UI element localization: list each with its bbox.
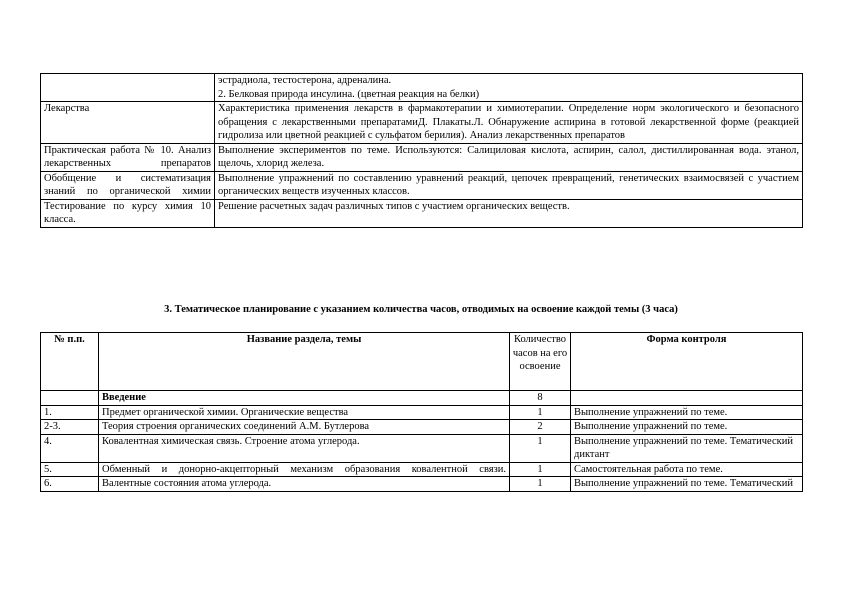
table-row [41,143,803,171]
control-cell: Самостоятельная работа по теме. [571,462,803,477]
control-cell [571,391,803,406]
name-cell: Валентные состояния атома углерода. [99,477,510,492]
content-line: эстрадиола, тестостерона, адреналина. [218,75,392,86]
content-cell: Выполнение экспериментов по теме. Используются: Салициловая кислота, аспирин, салол, дистиллированная вода. этанол, щелочь, хлорид железа. [215,143,803,171]
control-cell: Выполнение упражнений по теме. Тематический [571,477,803,492]
topic-cell: Обобщение и систематизация знаний по органической химии [41,171,215,199]
topic-cell: Практическая работа № 10. Анализ лекарственных препаратов [41,143,215,171]
header-num: № п.п. [41,333,99,391]
num-cell: 2-3. [41,420,99,435]
name-cell: Обменный и донорно-акцепторный механизм образования ковалентной связи. [99,462,510,477]
num-cell: 1. [41,405,99,420]
name-cell: Ковалентная химическая связь. Строение атома углерода. [99,434,510,462]
control-cell: Выполнение упражнений по теме. [571,405,803,420]
table-header-row [41,333,803,391]
planning-table [40,332,803,492]
topic-cell [41,74,215,102]
content-cell: Решение расчетных задач различных типов с участием органических веществ. [215,199,803,227]
hours-cell: 1 [510,477,571,492]
table-row [41,74,803,102]
table-row [41,199,803,227]
content-line: 2. Белковая природа инсулина. (цветная реакция на белки) [218,88,480,100]
table-row [41,102,803,144]
table-row [41,477,803,492]
num-cell: 5. [41,462,99,477]
hours-cell: 1 [510,434,571,462]
table-row [41,462,803,477]
topics-table [40,73,803,228]
table-row [41,405,803,420]
hours-cell: 1 [510,462,571,477]
table-row [41,434,803,462]
header-control: Форма контроля [571,333,803,391]
num-cell [41,391,99,406]
name-cell: Введение [99,391,510,406]
topic-cell: Тестирование по курсу химия 10 класса. [41,199,215,227]
table-row [41,391,803,406]
content-cell: Характеристика применения лекарств в фармакотерапии и химиотерапии. Определение норм экологического и безопасного обращения с лекарственными препаратамиД. Плакаты.Л. Обнаружение аспирина в готовой лекарственной форме (реакцией гидролиза или цветной реакцией с сульфатом берилия). Анализ лекарственных препаратов [215,102,803,144]
control-cell: Выполнение упражнений по теме. Тематический диктант [571,434,803,462]
content-cell [215,74,803,102]
hours-cell: 8 [510,391,571,406]
name-cell: Предмет органической химии. Органические вещества [99,405,510,420]
num-cell: 4. [41,434,99,462]
name-cell: Теория строения органических соединений А.М. Бутлерова [99,420,510,435]
section-heading: 3. Тематическое планирование с указанием количества часов, отводимых на освоение каждой темы (3 часа) [164,304,678,315]
hours-cell: 2 [510,420,571,435]
hours-cell: 1 [510,405,571,420]
num-cell: 6. [41,477,99,492]
header-hours: Количество часов на его освоение [510,333,571,391]
table-row [41,171,803,199]
topic-cell: Лекарства [41,102,215,144]
header-name: Название раздела, темы [99,333,510,391]
control-cell: Выполнение упражнений по теме. [571,420,803,435]
content-cell: Выполнение упражнений по составлению уравнений реакций, цепочек превращений, генетических взаимосвязей с участием органических веществ изученных классов. [215,171,803,199]
table-row [41,420,803,435]
